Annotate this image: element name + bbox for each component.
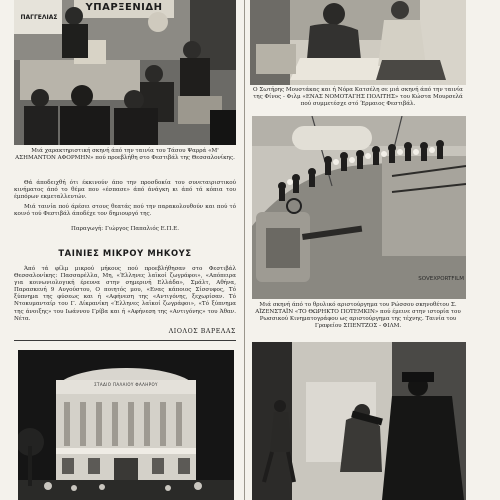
- building-sign-text: ΣΤΑΔΙΟ ΠΑΛΑΙΟΥ ΦΑΛΗΡΟΥ: [94, 382, 158, 387]
- fight-scene-illustration: [252, 342, 466, 500]
- film-watermark: SOVEXPORTFILM: [418, 276, 464, 282]
- building-photo: [18, 350, 234, 500]
- section-body-short-films: Άπό τά φίλμ μικρού μήκους πού προεβλήθησαν στο Φεστιβάλ Θεσσαλονίκης: Πασσαρέλλα, Μη, «Έλληνες λαϊκοί ζωγράφοι», «Απόπειρα για κοινωνιολογική έρευνα στην σημερινή Ελλάδα», Σμάλτ, Αθήνα, Παρασκευή 9 Αυγούστου, Ο ποιητός μου, «Ενας κάποιος Σίσσυφος, Τό ξύπνημα της φύσεως και ή «Αφήνεση της «Αντιγόνης, ξεχωρίσαν. Τό Ντοκυμανταίρ του Γ. Δίκρανίκη «Έλληνες λαϊκοί ζωγράφοι», «Τό ξύπνημα της άνοιξης» του Ιωάννου Γρίβα και ή «Αφήνεση της «Αντιγόνης» του Άθαν. Νέτα.: [14, 266, 236, 322]
- article-signature: ΛΙΟΛΟΣ ΒΑΡΕΛΑΣ: [168, 328, 236, 335]
- section-heading-short-films: ΤΑΙΝΙΕΣ ΜΙΚΡΟΥ ΜΗΚΟΥΣ: [58, 248, 192, 258]
- column-divider: [244, 0, 245, 500]
- caption-seated-couple: Ο Σωτήρης Μουστάκας και ή Νόρα Κατσέλη σε μιά σκηνή άπό την ταινία της Φίνος - Φιλμ «ΕΝΑΣ ΝΟΜΟΤΑΓΗΣ ΠΟΛΙΤΗΣ» του Κώστα Μουρσελά πού συμμετέσχε στό Έρμαιος Φεστιβάλ.: [253, 87, 463, 107]
- fight-scene-photo: [252, 342, 466, 500]
- article-paragraph-1: Θά άποδειχθή ότι έκκινούν άπο την προσδοκία του συνεταιριστικού κινήματος άπό το θέμα που «έσπασε» άπό άνάγκη κι άπό τά κόπια του έμπόρων εκμεταλλευτών.: [14, 180, 236, 201]
- caption-office-scene: Μιά χαρακτηριστική σκηνή άπό την ταινία του Τάσου Ψαρρά «Μ' ΑΣΗΜΑΝΤΟΝ ΑΦΟΡΜΗΝ» πού προεβλήθη στο Φεστιβάλ της Θεσσαλονίκης.: [15, 148, 235, 161]
- office-sign-text: ΥΠΑΡΞΕΝΙΔΗ: [85, 2, 163, 13]
- article-producer-credit: Παραγωγή: Γιώργος Παπαλιός Ε.Π.Ε.: [70, 226, 180, 232]
- office-scene-illustration: [14, 0, 236, 145]
- battleship-photo: [252, 116, 466, 299]
- battleship-illustration: [252, 116, 466, 299]
- building-illustration: [18, 350, 234, 500]
- seated-couple-illustration: [250, 0, 466, 85]
- article-paragraph-2: Μιά ταινία πού άρέσει στους θεατάς πού την παρακολουθούν και πού τό κοινό τού Φεστιβάλ άποδέχε τον δημιουργό της.: [14, 204, 236, 218]
- left-column-rule: [14, 340, 236, 341]
- office-scene-photo: [14, 0, 236, 145]
- office-sign-text-left: ΠΑΓΓΕΛΙΑΣ: [20, 14, 58, 21]
- seated-couple-photo: [250, 0, 466, 85]
- caption-battleship: Μιά σκηνή άπό το θρυλικό αριστούργημα του Ρώσσου σκηνοθέτου Σ. ΑΪΖΕΝΣΤΑΪΝ «ΤΟ ΘΩΡΗΚΤΟ ΠΟΤΕΜΚΙΝ» πού έμεινε στην ιστορία του Ρωσσικού Κινηματογράφου ως αριστούργημα της τέχνης. Ταινία του Γραφείου ΣΠΕΝΤΖΟΣ - ΦΙΛΜ.: [255, 302, 461, 329]
